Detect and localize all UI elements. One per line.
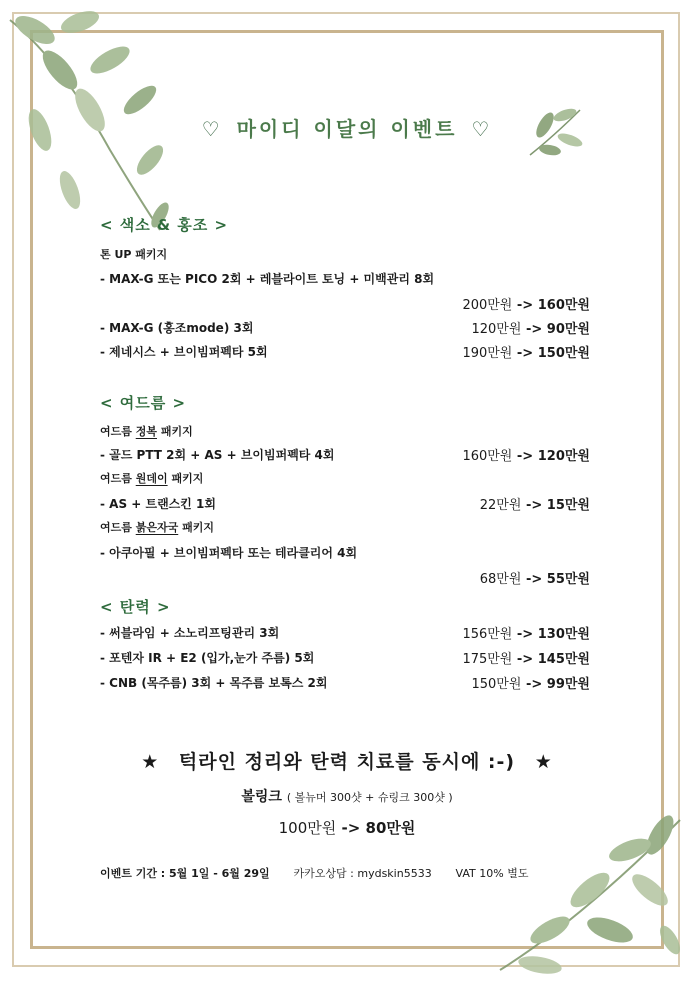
- treatment-line: - MAX-G (홍조mode) 3회: [100, 321, 254, 335]
- section-heading-acne: < 여드름 >: [100, 394, 187, 412]
- star-icon: ★: [141, 751, 160, 773]
- treatment-line: - CNB (목주름) 3회 + 목주름 보톡스 2회: [100, 676, 328, 690]
- price-row: [480, 568, 590, 587]
- price-old: 156만원: [462, 627, 513, 642]
- price-old: 200만원: [462, 298, 513, 313]
- price-row: [462, 342, 590, 361]
- price-new: 145만원: [537, 652, 590, 667]
- treatment-line: - AS + 트랜스킨 1회: [100, 497, 216, 511]
- price-row: [480, 494, 590, 513]
- price-arrow: ->: [516, 449, 534, 464]
- package-suffix: 패키지: [156, 425, 193, 438]
- price-new: 120만원: [537, 449, 590, 464]
- price-arrow: ->: [341, 819, 361, 837]
- section-heading-pigment: < 색소 & 홍조 >: [100, 216, 229, 234]
- package-keyword: 붉은자국: [135, 521, 179, 534]
- package-keyword: 원데이: [135, 472, 168, 485]
- package-title: [100, 519, 214, 535]
- price-old: 190만원: [462, 346, 513, 361]
- promo-headline: [0, 747, 694, 774]
- price-arrow: ->: [516, 627, 534, 642]
- promo-headline-text: 턱라인 정리와 탄력 치료를 동시에 :-): [178, 751, 516, 773]
- package-keyword: 정복: [135, 425, 157, 438]
- treatment-line: - MAX-G 또는 PICO 2회 + 레블라이트 토닝 + 미백관리 8회: [100, 272, 435, 286]
- treatment-line: - 써블라임 + 소노리프팅관리 3회: [100, 626, 280, 640]
- package-suffix: 패키지: [178, 521, 214, 534]
- price-new: 160만원: [537, 298, 590, 313]
- treatment-line: - 골드 PTT 2회 + AS + 브이빔퍼펙타 4회: [100, 448, 335, 462]
- package-prefix: 여드름: [100, 521, 136, 534]
- price-arrow: ->: [525, 322, 543, 337]
- promo-price: [0, 817, 694, 838]
- price-old: 100만원: [278, 819, 337, 837]
- event-period: 이벤트 기간 : 5월 1일 - 6월 29일: [100, 867, 270, 880]
- promo-product-name: 볼링크: [241, 789, 282, 805]
- price-old: 150만원: [471, 677, 522, 692]
- treatment-line: - 포텐자 IR + E2 (입가,눈가 주름) 5회: [100, 651, 315, 665]
- price-new: 90만원: [546, 322, 590, 337]
- price-row: [471, 673, 590, 692]
- price-row: [462, 648, 590, 667]
- price-arrow: ->: [525, 498, 543, 513]
- section-heading-elasticity: < 탄력 >: [100, 598, 171, 616]
- price-old: 22만원: [479, 498, 522, 513]
- package-prefix: 여드름: [100, 425, 136, 438]
- price-new: 130만원: [537, 627, 590, 642]
- price-row: [462, 623, 590, 642]
- package-title: [100, 470, 203, 486]
- price-arrow: ->: [516, 346, 534, 361]
- price-row: [462, 445, 590, 464]
- price-old: 175만원: [462, 652, 513, 667]
- page-title: [0, 113, 694, 142]
- vat-note: VAT 10% 별도: [455, 867, 529, 880]
- package-prefix: 여드름: [100, 472, 136, 485]
- heart-icon: ♡: [201, 117, 223, 141]
- package-title: [100, 423, 193, 439]
- title-text: 마이디 이달의 이벤트: [236, 117, 458, 141]
- price-old: 160만원: [462, 449, 513, 464]
- price-arrow: ->: [516, 298, 534, 313]
- package-title: 톤 UP 패키지: [100, 248, 168, 261]
- star-icon: ★: [534, 751, 553, 773]
- promo-detail: ( 볼뉴머 300샷 + 슈링크 300샷 ): [286, 791, 453, 804]
- kakao-contact: 카카오상담 : mydskin5533: [293, 867, 432, 880]
- treatment-line: - 아쿠아필 + 브이빔퍼펙타 또는 테라클리어 4회: [100, 546, 358, 560]
- price-row: [462, 294, 590, 313]
- promo-product: [0, 786, 694, 806]
- package-suffix: 패키지: [167, 472, 204, 485]
- price-new: 55만원: [546, 572, 590, 587]
- price-new: 80만원: [365, 819, 416, 837]
- heart-icon: ♡: [471, 117, 493, 141]
- price-arrow: ->: [525, 572, 543, 587]
- price-arrow: ->: [516, 652, 534, 667]
- price-new: 99만원: [546, 677, 590, 692]
- price-old: 68만원: [479, 572, 522, 587]
- price-new: 150만원: [537, 346, 590, 361]
- price-row: [471, 318, 590, 337]
- price-arrow: ->: [525, 677, 543, 692]
- price-new: 15만원: [546, 498, 590, 513]
- price-old: 120만원: [471, 322, 522, 337]
- treatment-line: - 제네시스 + 브이빔퍼펙타 5회: [100, 345, 268, 359]
- footer: [100, 865, 548, 881]
